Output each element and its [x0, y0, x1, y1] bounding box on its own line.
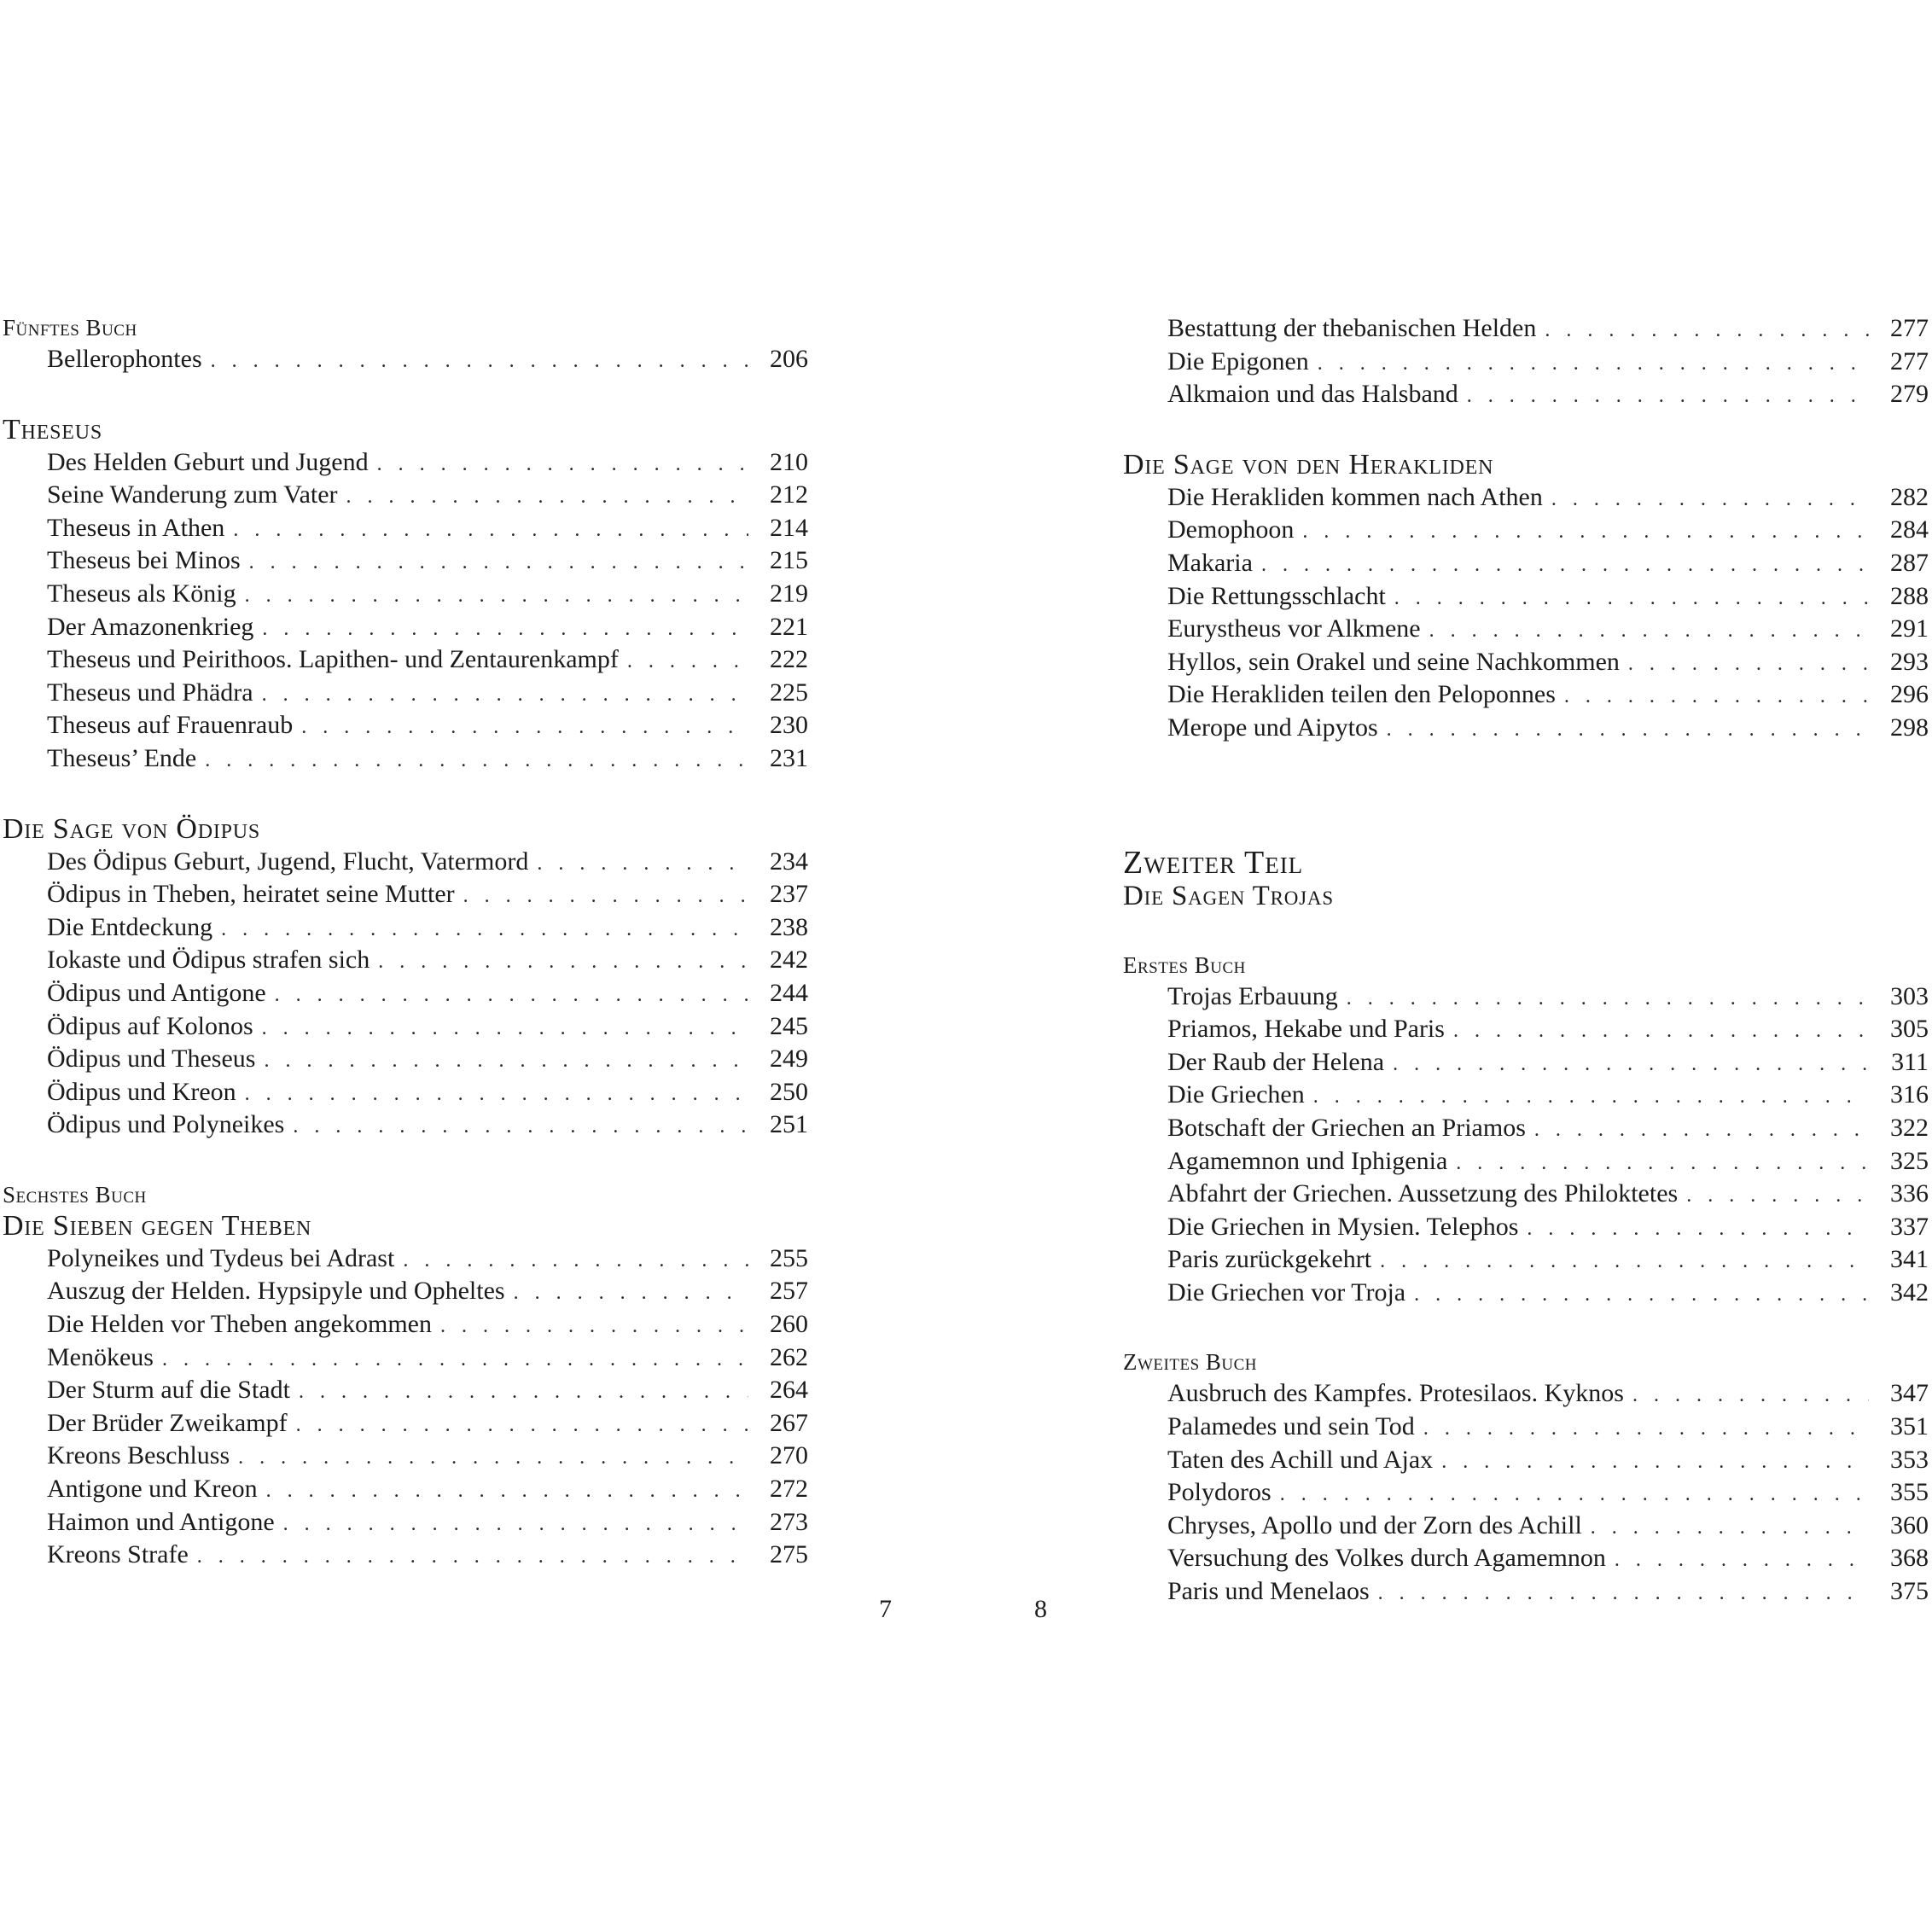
toc-entry — [1123, 1046, 1929, 1079]
entry-page-number: 316 — [1890, 1080, 1929, 1109]
toc-entry — [3, 1341, 808, 1375]
dot-leader — [1534, 1114, 1869, 1147]
dot-leader — [1387, 713, 1869, 747]
entry-page-number: 221 — [770, 612, 808, 641]
entry-page-number: 262 — [770, 1342, 808, 1371]
toc-entry — [1123, 1112, 1929, 1145]
dot-leader — [162, 1343, 748, 1376]
part-header — [1123, 846, 1929, 912]
toc-entry — [1123, 580, 1929, 614]
dot-leader — [1551, 483, 1869, 516]
page-number-left: 7 — [879, 1595, 892, 1623]
dot-leader — [221, 913, 748, 946]
dot-leader — [377, 448, 748, 481]
entry-title: Abfahrt der Griechen. Aussetzung des Philoktetes — [1167, 1179, 1679, 1208]
entry-title: Merope und Aipytos — [1167, 713, 1378, 742]
section-zweites-buch — [1123, 1347, 1929, 1608]
toc-entries — [3, 446, 808, 776]
entry-title: Des Helden Geburt und Jugend — [47, 447, 369, 476]
entry-page-number: 231 — [770, 743, 808, 772]
toc-entry — [1123, 1013, 1929, 1046]
dot-leader — [233, 514, 748, 547]
entry-title: Paris und Menelaos — [1167, 1577, 1370, 1606]
entry-page-number: 305 — [1890, 1015, 1929, 1044]
dot-leader — [1423, 1412, 1869, 1446]
toc-entries — [3, 846, 808, 1142]
dot-leader — [296, 1409, 748, 1442]
entry-title: Chryses, Apollo und der Zorn des Achill — [1167, 1510, 1582, 1539]
dot-leader — [1441, 1446, 1869, 1479]
entry-page-number: 287 — [1890, 548, 1929, 577]
entry-page-number: 214 — [770, 513, 808, 542]
entry-page-number: 368 — [1890, 1544, 1929, 1573]
toc-entries — [3, 343, 808, 376]
entry-title: Ödipus und Antigone — [47, 978, 266, 1007]
entry-page-number: 238 — [770, 912, 808, 941]
toc-entry — [3, 944, 808, 977]
toc-entry — [1123, 1277, 1929, 1310]
toc-entry — [3, 878, 808, 911]
dot-leader — [1378, 1577, 1869, 1610]
entry-title: Theseus’ Ende — [47, 743, 197, 772]
entry-page-number: 275 — [770, 1540, 808, 1569]
entry-title: Versuchung des Volkes durch Agamemnon — [1167, 1544, 1606, 1573]
toc-entry — [3, 677, 808, 710]
toc-entry — [1123, 514, 1929, 547]
entry-title: Der Sturm auf die Stadt — [47, 1376, 290, 1405]
toc-entry — [1123, 712, 1929, 745]
entry-title: Die Griechen vor Troja — [1167, 1277, 1406, 1306]
dot-leader — [1429, 614, 1869, 648]
dot-leader — [346, 480, 748, 514]
entry-page-number: 273 — [770, 1507, 808, 1536]
dot-leader — [283, 1508, 748, 1541]
dot-leader — [266, 1475, 748, 1508]
dot-leader — [245, 579, 748, 613]
entry-title: Palamedes und sein Tod — [1167, 1412, 1415, 1441]
dot-leader — [1393, 1048, 1869, 1081]
dot-leader — [1453, 1015, 1869, 1048]
part-title: Zweiter Teil — [1123, 844, 1304, 881]
entry-title: Theseus als König — [47, 579, 236, 608]
entry-title: Die Rettungsschlacht — [1167, 581, 1386, 610]
entry-title: Theseus bei Minos — [47, 546, 241, 575]
entry-title: Theseus und Phädra — [47, 678, 253, 707]
toc-entries — [1123, 981, 1929, 1310]
entry-page-number: 341 — [1890, 1245, 1929, 1274]
toc-entry — [3, 1539, 808, 1572]
toc-entry — [1123, 613, 1929, 646]
entry-title: Die Herakliden teilen den Peloponnes — [1167, 680, 1556, 709]
toc-entry — [1123, 378, 1929, 411]
dot-leader — [440, 1310, 748, 1343]
dot-leader — [1394, 582, 1869, 615]
section-heading: Die Sieben gegen Theben — [3, 1209, 312, 1242]
entry-page-number: 206 — [770, 345, 808, 373]
left-page — [3, 312, 808, 1572]
entry-page-number: 237 — [770, 880, 808, 909]
toc-entry — [1123, 1079, 1929, 1112]
toc-entry — [1123, 1243, 1929, 1277]
dot-leader — [245, 1078, 748, 1111]
book-label: Erstes Buch — [1123, 951, 1246, 978]
dot-leader — [301, 711, 748, 744]
entry-title: Des Ödipus Geburt, Jugend, Flucht, Vatermord — [47, 847, 529, 876]
entry-page-number: 303 — [1890, 981, 1929, 1010]
toc-entry — [1123, 1145, 1929, 1178]
dot-leader — [1632, 1379, 1869, 1412]
section-sechstes-buch — [3, 1179, 808, 1572]
entry-title: Trojas Erbauung — [1167, 981, 1338, 1010]
toc-entry — [3, 343, 808, 376]
entry-title: Seine Wanderung zum Vater — [47, 480, 338, 509]
entry-page-number: 284 — [1890, 515, 1929, 544]
dot-leader — [1456, 1147, 1869, 1180]
entry-title: Demophoon — [1167, 515, 1295, 544]
entry-page-number: 244 — [770, 978, 808, 1007]
toc-entry — [1123, 346, 1929, 379]
toc-entry — [1123, 1377, 1929, 1411]
dot-leader — [403, 1244, 748, 1277]
entry-page-number: 277 — [1890, 314, 1929, 342]
entry-page-number: 347 — [1890, 1379, 1929, 1408]
toc-entry — [1123, 547, 1929, 580]
dot-leader — [1347, 982, 1869, 1015]
entry-page-number: 230 — [770, 711, 808, 740]
entry-page-number: 245 — [770, 1011, 808, 1040]
section-fuenftes-buch — [3, 312, 808, 376]
entry-title: Auszug der Helden. Hypsipyle und Opheltes — [47, 1277, 505, 1306]
toc-entries — [1123, 481, 1929, 745]
page-number-right: 8 — [1034, 1595, 1047, 1623]
dot-leader — [463, 880, 748, 913]
toc-entry — [3, 1242, 808, 1276]
toc-entry — [3, 1407, 808, 1440]
entry-page-number: 242 — [770, 946, 808, 975]
toc-entries — [1123, 1377, 1929, 1608]
entry-page-number: 270 — [770, 1441, 808, 1470]
toc-entry — [1123, 1411, 1929, 1444]
toc-entry — [3, 512, 808, 545]
entry-page-number: 260 — [770, 1310, 808, 1339]
book-label: Fünftes Buch — [3, 315, 137, 340]
section-heading: Die Sage von Ödipus — [3, 812, 261, 845]
dot-leader — [1615, 1544, 1869, 1577]
toc-entry — [3, 1440, 808, 1473]
entry-page-number: 337 — [1890, 1212, 1929, 1241]
entry-title: Alkmaion und das Halsband — [1167, 380, 1458, 409]
entry-title: Polydoros — [1167, 1478, 1272, 1507]
toc-entry — [1123, 678, 1929, 712]
entry-title: Makaria — [1167, 548, 1253, 577]
entry-page-number: 375 — [1890, 1577, 1929, 1606]
entry-title: Die Epigonen — [1167, 346, 1309, 375]
entry-title: Theseus auf Frauenraub — [47, 711, 294, 740]
entry-title: Die Griechen in Mysien. Telephos — [1167, 1212, 1519, 1241]
toc-entry — [3, 446, 808, 480]
section-oedipus — [3, 813, 808, 1142]
toc-entries — [3, 1242, 808, 1572]
toc-entry — [3, 1109, 808, 1142]
entry-page-number: 353 — [1890, 1445, 1929, 1474]
entry-page-number: 296 — [1890, 680, 1929, 709]
toc-entry — [3, 1506, 808, 1539]
section-erstes-buch — [1123, 950, 1929, 1310]
entry-page-number: 219 — [770, 579, 808, 608]
toc-entry — [3, 1374, 808, 1407]
entry-title: Der Brüder Zweikampf — [47, 1408, 288, 1437]
entry-page-number: 212 — [770, 480, 808, 509]
entry-title: Theseus und Peirithoos. Lapithen- und Zentaurenkampf — [47, 645, 619, 674]
toc-entry — [1123, 981, 1929, 1014]
section-herakliden — [1123, 449, 1929, 745]
toc-entry — [3, 846, 808, 879]
toc-entry — [1123, 1178, 1929, 1211]
entry-page-number: 249 — [770, 1045, 808, 1074]
dot-leader — [1545, 314, 1869, 347]
entry-title: Der Amazonenkrieg — [47, 612, 254, 641]
book-label: Zweites Buch — [1123, 1349, 1258, 1376]
toc-entry — [3, 1473, 808, 1506]
entry-title: Theseus in Athen — [47, 513, 225, 542]
entry-title: Ödipus und Polyneikes — [47, 1110, 285, 1139]
entry-page-number: 355 — [1890, 1478, 1929, 1507]
entry-title: Menökeus — [47, 1342, 154, 1371]
entry-title: Haimon und Antigone — [47, 1507, 275, 1536]
entry-page-number: 250 — [770, 1077, 808, 1106]
section-heading: Die Sage von den Herakliden — [1123, 448, 1494, 480]
toc-entry — [3, 643, 808, 677]
toc-entry — [3, 479, 808, 512]
dot-leader — [1564, 680, 1869, 713]
dot-leader — [1313, 1080, 1869, 1114]
dot-leader — [1686, 1179, 1869, 1213]
entry-page-number: 255 — [770, 1243, 808, 1272]
entry-page-number: 279 — [1890, 380, 1929, 409]
toc-entry — [3, 742, 808, 776]
book-label: Sechstes Buch — [3, 1181, 147, 1208]
entry-title: Der Raub der Helena — [1167, 1047, 1385, 1076]
dot-leader — [262, 1012, 748, 1045]
entry-page-number: 215 — [770, 546, 808, 575]
dot-leader — [627, 645, 748, 678]
entry-page-number: 322 — [1890, 1113, 1929, 1142]
dot-leader — [249, 546, 748, 579]
toc-entry — [3, 911, 808, 945]
entry-page-number: 222 — [770, 645, 808, 674]
toc-entry — [3, 544, 808, 578]
entry-title: Kreons Strafe — [47, 1540, 189, 1569]
entry-page-number: 272 — [770, 1475, 808, 1504]
entry-title: Iokaste und Ödipus strafen sich — [47, 946, 370, 975]
entry-page-number: 257 — [770, 1277, 808, 1306]
entry-title: Bellerophontes — [47, 345, 202, 373]
dot-leader — [264, 1045, 748, 1078]
dot-leader — [537, 847, 748, 881]
entry-page-number: 210 — [770, 447, 808, 476]
entry-title: Paris zurückgekehrt — [1167, 1245, 1372, 1274]
section-theseus — [3, 414, 808, 776]
toc-entry — [1123, 1211, 1929, 1244]
entry-title: Polyneikes und Tydeus bei Adrast — [47, 1243, 395, 1272]
part-subtitle: Die Sagen Trojas — [1123, 880, 1334, 911]
entry-title: Die Griechen — [1167, 1080, 1305, 1109]
entry-page-number: 311 — [1891, 1047, 1929, 1076]
entry-page-number: 225 — [770, 678, 808, 707]
entry-title: Die Entdeckung — [47, 912, 213, 941]
dot-leader — [1280, 1478, 1869, 1511]
dot-leader — [514, 1277, 748, 1310]
section-heading: Theseus — [3, 413, 103, 445]
entry-title: Priamos, Hekabe und Paris — [1167, 1015, 1445, 1044]
toc-entry — [3, 578, 808, 611]
entry-page-number: 342 — [1890, 1277, 1929, 1306]
entry-title: Bestattung der thebanischen Helden — [1167, 314, 1537, 342]
toc-entry — [3, 709, 808, 742]
entry-page-number: 264 — [770, 1376, 808, 1405]
entry-page-number: 325 — [1890, 1146, 1929, 1175]
entry-title: Botschaft der Griechen an Priamos — [1167, 1113, 1526, 1142]
entry-title: Die Helden vor Theben angekommen — [47, 1310, 432, 1339]
toc-entry — [1123, 1575, 1929, 1609]
dot-leader — [275, 979, 748, 1012]
toc-entry — [1123, 646, 1929, 679]
dot-leader — [378, 946, 748, 979]
dot-leader — [1527, 1213, 1869, 1246]
entry-page-number: 288 — [1890, 581, 1929, 610]
entry-page-number: 234 — [770, 847, 808, 876]
right-page — [1123, 312, 1929, 1609]
entry-title: Die Herakliden kommen nach Athen — [1167, 482, 1543, 511]
entry-title: Ausbruch des Kampfes. Protesilaos. Kyknos — [1167, 1379, 1624, 1408]
dot-leader — [262, 678, 748, 712]
dot-leader — [299, 1376, 748, 1409]
dot-leader — [1414, 1278, 1869, 1312]
toc-entry — [3, 1076, 808, 1109]
entry-title: Ödipus und Kreon — [47, 1077, 236, 1106]
entry-title: Ödipus in Theben, heiratet seine Mutter — [47, 880, 455, 909]
dot-leader — [293, 1110, 748, 1143]
entry-title: Ödipus auf Kolonos — [47, 1011, 253, 1040]
toc-entry — [3, 1010, 808, 1044]
dot-leader — [1591, 1511, 1869, 1545]
entry-title: Antigone und Kreon — [47, 1475, 258, 1504]
entry-title: Taten des Achill und Ajax — [1167, 1445, 1434, 1474]
entry-page-number: 291 — [1890, 614, 1929, 643]
dot-leader — [1261, 549, 1869, 582]
entry-page-number: 336 — [1890, 1179, 1929, 1208]
entry-title: Kreons Beschluss — [47, 1441, 230, 1470]
dot-leader — [262, 613, 748, 646]
toc-entry — [1123, 1542, 1929, 1575]
dot-leader — [1467, 380, 1869, 413]
dot-leader — [197, 1540, 748, 1574]
entry-page-number: 360 — [1890, 1510, 1929, 1539]
dot-leader — [1380, 1245, 1869, 1278]
toc-entry — [3, 1275, 808, 1308]
entry-title: Hyllos, sein Orakel und seine Nachkommen — [1167, 647, 1620, 676]
entry-page-number: 267 — [770, 1408, 808, 1437]
dot-leader — [1318, 347, 1869, 381]
toc-entries — [1123, 312, 1929, 411]
dot-leader — [1628, 648, 1869, 681]
entry-title: Eurystheus vor Alkmene — [1167, 614, 1421, 643]
dot-leader — [205, 744, 748, 777]
entry-title: Ödipus und Theseus — [47, 1045, 256, 1074]
entry-page-number: 298 — [1890, 713, 1929, 742]
entry-title: Agamemnon und Iphigenia — [1167, 1146, 1448, 1175]
entry-page-number: 351 — [1890, 1412, 1929, 1441]
dot-leader — [211, 345, 748, 378]
toc-entry — [1123, 1510, 1929, 1543]
dot-leader — [238, 1441, 748, 1475]
entry-page-number: 277 — [1890, 346, 1929, 375]
toc-entry — [1123, 1476, 1929, 1510]
toc-entry — [3, 1308, 808, 1341]
toc-entry — [1123, 1444, 1929, 1477]
toc-entry — [3, 977, 808, 1010]
toc-entry — [3, 611, 808, 644]
section-continued — [1123, 312, 1929, 411]
dot-leader — [1302, 515, 1869, 549]
toc-entry — [1123, 481, 1929, 515]
entry-page-number: 282 — [1890, 482, 1929, 511]
entry-page-number: 293 — [1890, 647, 1929, 676]
toc-entry — [1123, 312, 1929, 346]
entry-page-number: 251 — [770, 1110, 808, 1139]
toc-entry — [3, 1043, 808, 1076]
